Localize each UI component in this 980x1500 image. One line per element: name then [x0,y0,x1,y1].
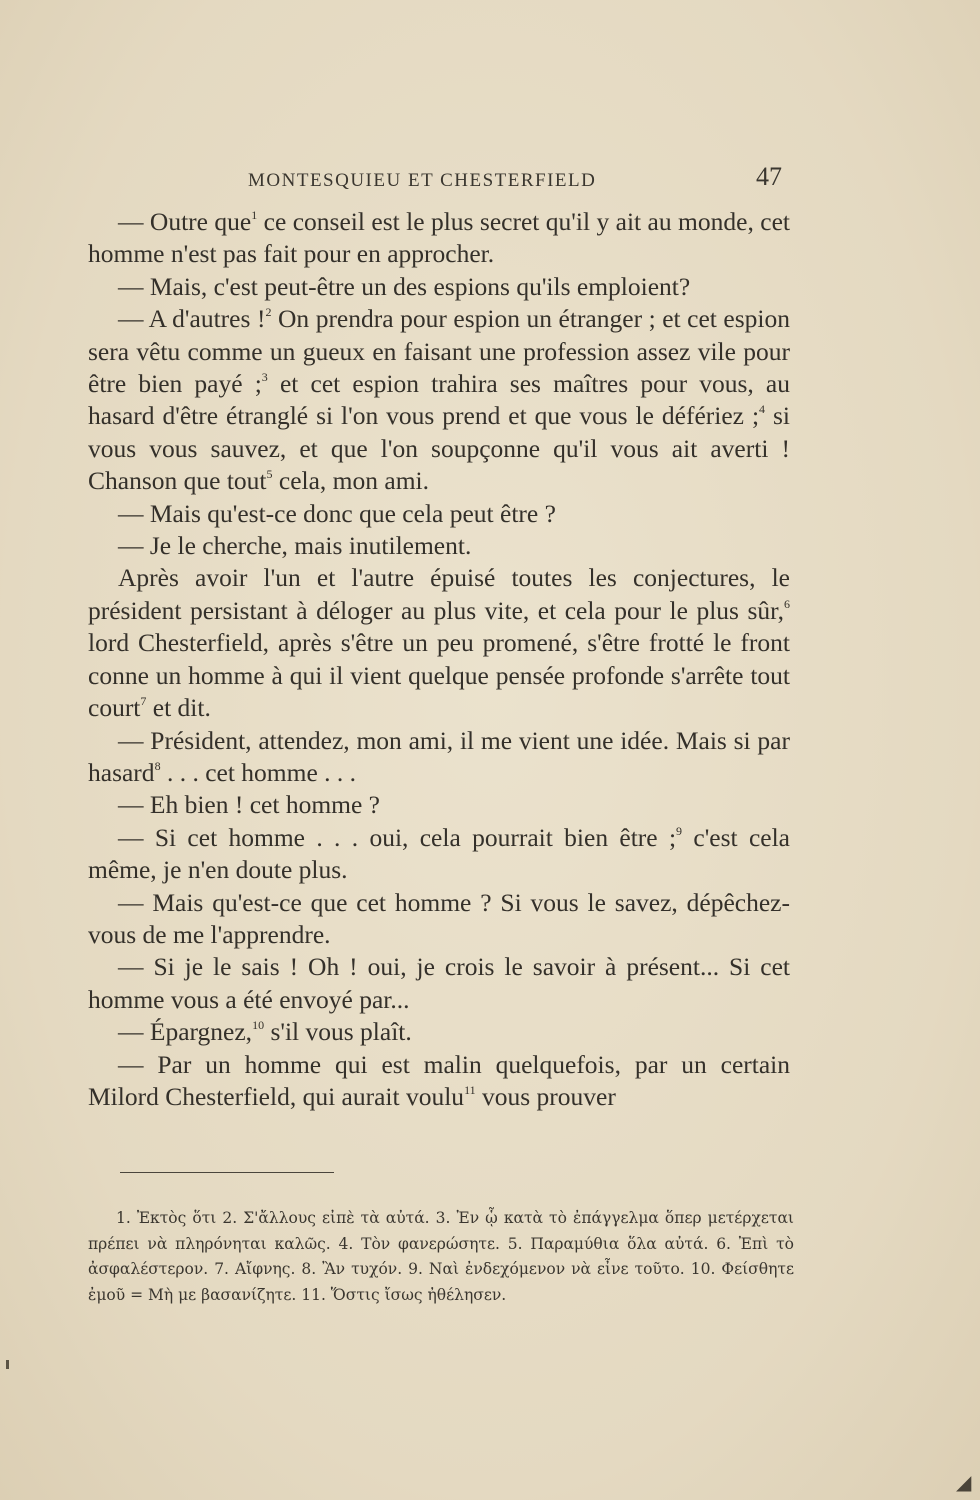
paragraph: — Si cet homme . . . oui, cela pourrait bien être ;$^9$ c'est cela même, je n'en doute plus. [88,822,790,885]
footnote-ref: 5 [266,467,273,482]
paragraph: — Mais qu'est-ce donc que cela peut être ? [118,498,556,528]
paper-speck [6,1360,9,1369]
body-text [88,206,790,1113]
paragraph: — Par un homme qui est malin quelquefois, par un certain Milord Chesterfield, qui aurait voulu$^{11}$ vous prouver [88,1049,790,1111]
footnote-ref: 6 [784,596,790,611]
footnote-ref: 3 [261,370,268,385]
paragraph: — Président, attendez, mon ami, il me vient une idée. Mais si par hasard$^8$ . . . cet homme . . . [88,725,790,787]
corner-fold-mark: ◢ [956,1470,972,1494]
page-number: 47 [756,162,782,191]
paragraph: — Si je le sais ! Oh ! oui, je crois le savoir à présent... Si cet homme vous a été envoyé par... [88,952,790,1014]
footnote-ref: 1 [251,208,258,222]
paragraph: — A d'autres !$^2$ On prendra pour espion un étranger ; et cet espion sera vêtu comme un gueux en faisant une profession assez vile pour être bien payé ;$^3$ et cet espion trahira ses maîtres pour vous, au hasard d'être étranglé si l'on vous prend et que vous le défériez ;$^4$ si vous vous sauvez, et que l'on soupçonne qu'il vous ait averti ! Chanson que tout$^5$ cela, mon ami. [88,304,790,496]
footnote-ref: 2 [265,305,272,320]
footnotes [88,1206,794,1308]
paragraph: — Épargnez,$^{10}$ s'il vous plaît. [118,1017,412,1047]
paragraph: — Mais, c'est peut-être un des espions qu'ils emploient? [118,271,691,301]
page-header [88,162,790,202]
paragraph: — Outre que$^1$ ce conseil est le plus secret qu'il y ait au monde, cet homme n'est pas fait pour en approcher. [88,207,790,269]
footnote-ref: 7 [140,694,147,709]
paragraph: — Je le cherche, mais inutilement. [118,531,472,561]
paragraph: — Mais qu'est-ce que cet homme ? Si vous le savez, dépêchez-vous de me l'apprendre. [88,887,790,949]
footnote-divider [120,1172,334,1173]
footnote-ref: 8 [154,758,161,773]
running-title: MONTESQUIEU ET CHESTERFIELD [248,170,597,191]
footnote-ref: 10 [252,1018,265,1033]
footnote-ref: 11 [464,1082,476,1097]
footnote-ref: 4 [759,402,766,417]
footnotes-text: 1. Ἐκτὸς ὅτι 2. Σ'ἄλλους εἰπὲ τὰ αὐτά. 3. Ἐν ᾧ κατὰ τὸ ἐπάγγελμα ὅπερ μετέρχεται πρέπει νὰ πληρόνηται καλῶς. 4. Τὸν φανερώσητε. 5. Παραμύθια ὅλα αὐτά. 6. Ἐπὶ τὸ ἀσφαλέστερον. 7. Αἴφνης. 8. Ἂν τυχόν. 9. Ναὶ ἐνδεχόμενον νὰ εἶνε τοῦτο. 10. Φείσθητε ἐμοῦ = Μὴ με βασανίζητε. 11. Ὅστις ἴσως ἠθέλησεν. [88,1209,794,1304]
footnote-ref: 9 [676,823,683,838]
paragraph: — Eh bien ! cet homme ? [118,790,380,820]
paragraph: Après avoir l'un et l'autre épuisé toutes les conjectures, le président persistant à déloger au plus vite, et cela pour le plus sûr,$^6$ lord Chesterfield, après s'être un peu promené, s'être frotté le front conne un homme à qui il vient quelque pensée profonde s'arrête tout court$^7$ et dit. [88,563,790,723]
